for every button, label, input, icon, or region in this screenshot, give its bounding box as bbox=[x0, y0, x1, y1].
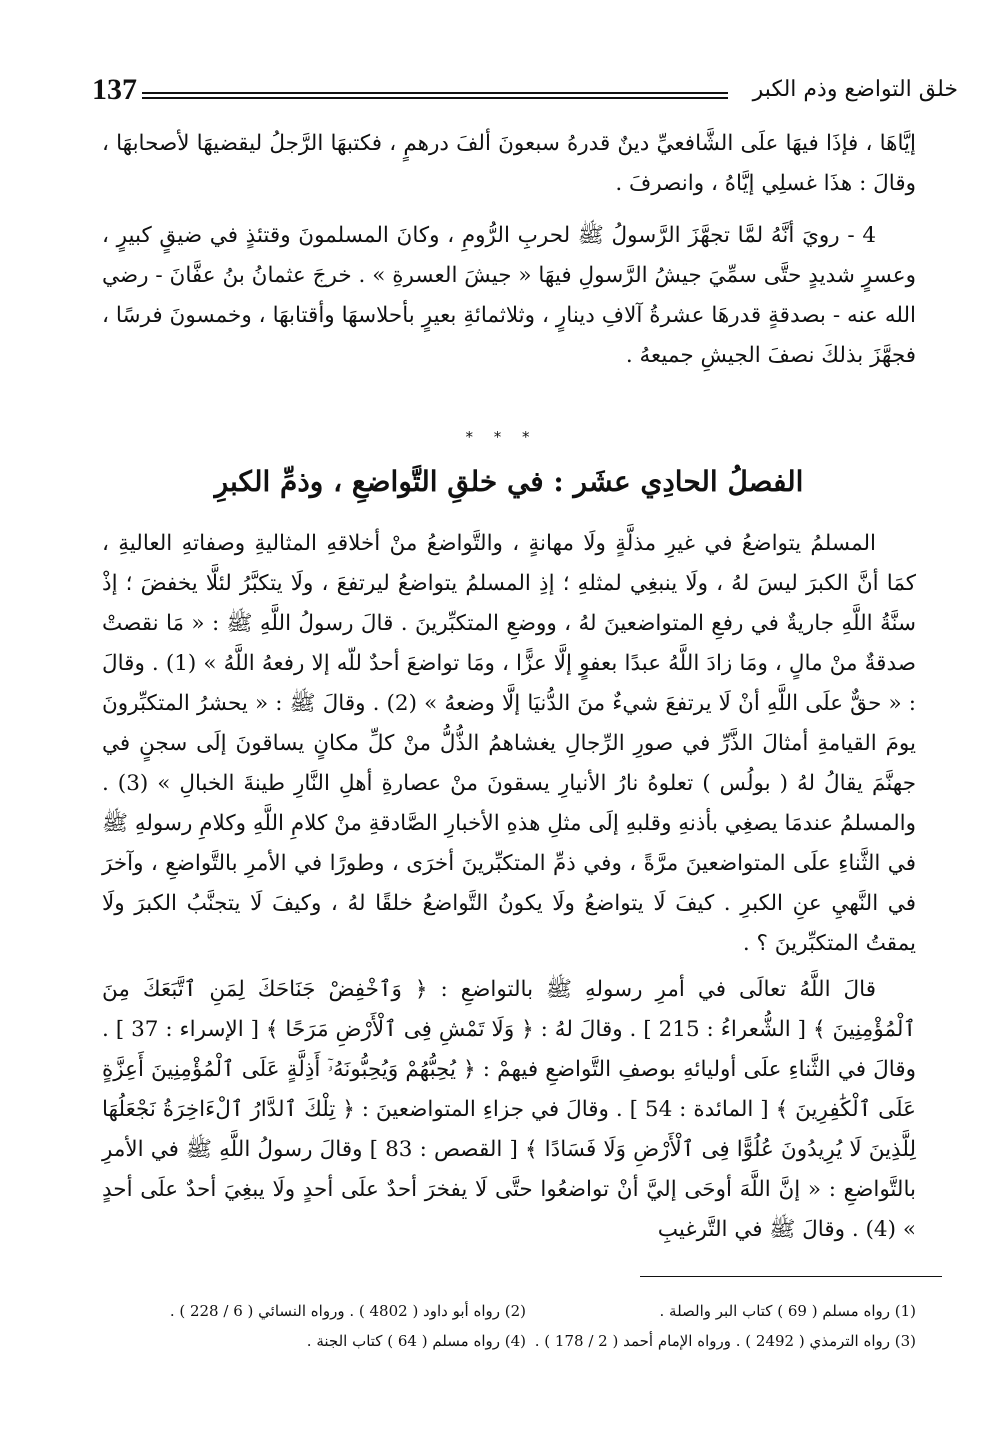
footnote-row bbox=[102, 1326, 916, 1356]
footnote-1: (1) رواه مسلم ( 69 ) كتاب البر والصلة . bbox=[659, 1302, 916, 1320]
paragraph-item-4: 4 - رويَ أنَّهُ لمَّا تجهَّزَ الرَّسولُ ﷺ لحربِ الرُّومِ ، وكانَ المسلمونَ وقتئذٍ في ضيقٍ كبيرٍ ، وعسرٍ شديدٍ حتَّى سمِّيَ جيشُ الرَّسولِ فيهَا « جيشَ العسرةِ » . خرجَ عثمانُ بنُ عفَّانَ - رضي الله عنه - بصدقةٍ قدرهَا عشرةُ آلافِ دينارٍ ، وثلاثمائةِ بعيرٍ بأحلاسهَا وأقتابهَا ، وخمسونَ فرسًا ، فجهَّزَ بذلكَ نصفَ الجيشِ جميعهُ . bbox=[102, 223, 916, 368]
footnote-2: (2) رواه أبو داود ( 4802 ) . ورواه النسائي ( 6 / 228 ) . bbox=[169, 1302, 526, 1320]
footnote-row bbox=[102, 1296, 916, 1326]
running-title: خلق التواضع وذم الكبر bbox=[752, 77, 958, 102]
page-number: 137 bbox=[92, 73, 137, 106]
chapter-title: الفصلُ الحادِي عشَر : في خلقِ التَّواضعِ ، وذمِّ الكبرِ bbox=[214, 465, 804, 498]
chapter-text-block bbox=[102, 524, 916, 1250]
footnote-3: (3) رواه الترمذي ( 2492 ) . ورواه الإمام أحمد ( 2 / 178 ) . bbox=[534, 1332, 916, 1350]
footnote-4: (4) رواه مسلم ( 64 ) كتاب الجنة . bbox=[306, 1332, 526, 1350]
footnote-rule bbox=[640, 1276, 942, 1277]
section-separator: * * * bbox=[465, 428, 538, 446]
top-text-block bbox=[102, 124, 916, 376]
page-header bbox=[92, 72, 958, 112]
chapter-paragraph-2: قالَ اللَّهُ تعالَى في أمرِ رسولهِ ﷺ بالتواضعِ : ﴿ وَٱخْفِضْ جَنَاحَكَ لِمَنِ ٱتَّبَعَكَ مِنَ ٱلْمُؤْمِنِينَ ﴾ [ الشُّعراءُ : 215 ] . وقالَ لهُ : ﴿ وَلَا تَمْشِ فِى ٱلْأَرْضِ مَرَحًا ﴾ [ الإسراء : 37 ] . وقالَ في الثَّناءِ علَى أوليائهِ بوصفِ التَّواضعِ فيهمْ : ﴿ يُحِبُّهُمْ وَيُحِبُّونَهُۥٓ أَذِلَّةٍ عَلَى ٱلْمُؤْمِنِينَ أَعِزَّةٍ عَلَى ٱلْكَٰفِرِينَ ﴾ [ المائدة : 54 ] . وقالَ في جزاءِ المتواضعينَ : ﴿ تِلْكَ ٱلدَّارُ ٱلْءَاخِرَةُ نَجْعَلُهَا لِلَّذِينَ لَا يُرِيدُونَ عُلُوًّا فِى ٱلْأَرْضِ وَلَا فَسَادًا ﴾ [ القصص : 83 ] وقالَ رسولُ اللَّهِ ﷺ في الأمرِ بالتَّواضعِ : « إنَّ اللَّهَ أوحَى إليَّ أنْ تواضعُوا حتَّى لَا يفخرَ أحدٌ علَى أحدٍ ولَا يبغِيَ أحدٌ علَى أحدٍ » (4) . وقالَ ﷺ في التَّرغيبِ bbox=[102, 977, 917, 1242]
chapter-paragraph-1: المسلمُ يتواضعُ في غيرِ مذلَّةٍ ولَا مهانةٍ ، والتَّواضعُ منْ أخلاقهِ المثاليةِ وصفاتهِ العاليةِ ، كمَا أنَّ الكبرَ ليسَ لهُ ، ولَا ينبغِي لمثلهِ ؛ إذِ المسلمُ يتواضعُ ليرتفعَ ، ولَا يتكبَّرُ لئلَّا يخفضَ ؛ إذْ سنَّةُ اللَّهِ جاريةٌ في رفعِ المتواضعينَ لهُ ، ووضعِ المتكبِّرينَ . قالَ رسولُ اللَّهِ ﷺ : « مَا نقصتْ صدقةٌ منْ مالٍ ، ومَا زادَ اللَّهُ عبدًا بعفوٍ إلَّا عزًّا ، ومَا تواضعَ أحدٌ للّه إلا رفعهُ اللَّهُ » (1) . وقالَ : « حقٌّ علَى اللَّهِ أنْ لَا يرتفعَ شيءٌ منَ الدُّنيَا إلَّا وضعهُ » (2) . وقالَ ﷺ : « يحشرُ المتكبِّرونَ يومَ القيامةِ أمثالَ الذَّرِّ في صورِ الرِّجالِ يغشاهمُ الذُّلُّ منْ كلِّ مكانٍ يساقونَ إلَى سجنٍ في جهنَّمَ يقالُ لهُ ( بولُس ) تعلوهُ نارُ الأنيارِ يسقونَ منْ عصارةِ أهلِ النَّارِ طينةَ الخبالِ » (3) . والمسلمُ عندمَا يصغِي بأذنهِ وقلبهِ إلَى مثلِ هذهِ الأخبارِ الصَّادقةِ منْ كلامِ اللَّهِ وكلامِ رسولهِ ﷺ في الثَّناءِ علَى المتواضعينَ مرَّةً ، وفي ذمِّ المتكبِّرينَ أخرَى ، وطورًا في الأمرِ بالتَّواضعِ ، وآخرَ في النَّهيِ عنِ الكبرِ . كيفَ لَا يتواضعُ ولَا يكونُ التَّواضعُ خلقًا لهُ ، وكيفَ لَا يتجنَّبُ الكبرَ ولَا يمقتُ المتكبِّرينَ ؟ . bbox=[102, 531, 916, 956]
paragraph-continuation: إيَّاهَا ، فإذَا فيهَا علَى الشَّافعيِّ دينٌ قدرهُ سبعونَ ألفَ درهمٍ ، فكتبهَا الرَّجلُ ليقضيهَا لأصحابهَا ، وقالَ : هذَا غسلِي إيَّاهُ ، وانصرفَ . bbox=[102, 131, 916, 196]
footnotes bbox=[102, 1296, 916, 1356]
header-double-rule bbox=[142, 92, 728, 99]
